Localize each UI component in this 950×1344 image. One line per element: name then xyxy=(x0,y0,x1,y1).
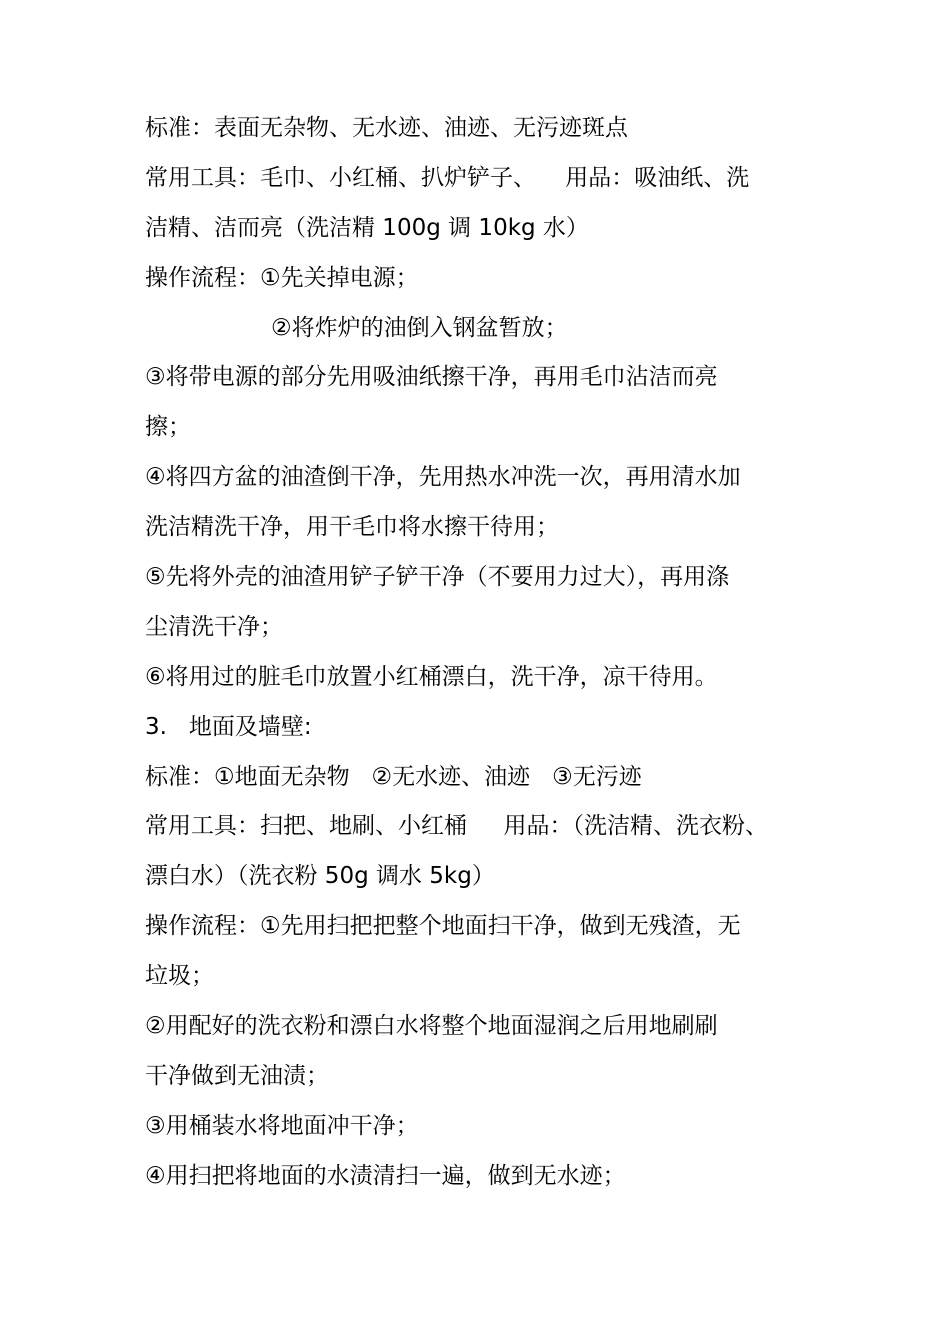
text-line: ④用扫把将地面的水渍清扫一遍，做到无水迹； xyxy=(145,1162,626,1189)
text-line: 标准：表面无杂物、无水迹、油迹、无污迹斑点 xyxy=(145,115,628,141)
text-line: 干净做到无油渍； xyxy=(145,1062,329,1089)
text-line: 操作流程：①先用扫把把整个地面扫干净，做到无残渣，无 xyxy=(145,913,741,940)
text-line: ⑤先将外壳的油渣用铲子铲干净（不要用力过大），再用涤 xyxy=(145,564,730,591)
text-line: ②用配好的洗衣粉和漂白水将整个地面湿润之后用地刷刷 xyxy=(145,1013,718,1040)
document-body xyxy=(145,104,845,1202)
section-heading: 3. 地面及墙壁: xyxy=(145,713,312,740)
text-line: 洁精、洁而亮（洗洁精 100g 调 10kg 水） xyxy=(145,214,589,241)
text-line: ④将四方盆的油渣倒干净，先用热水冲洗一次，再用清水加 xyxy=(145,464,741,491)
text-line: 操作流程：①先关掉电源； xyxy=(145,264,419,291)
text-line: ②将炸炉的油倒入钢盆暂放； xyxy=(271,314,568,341)
text-line: 漂白水）（洗衣粉 50g 调水 5kg） xyxy=(145,863,495,890)
text-line: 擦； xyxy=(145,414,191,441)
text-line: 垃圾； xyxy=(145,963,214,990)
text-line: 洗洁精洗干净，用干毛巾将水擦干待用； xyxy=(145,514,559,541)
text-line: ⑥将用过的脏毛巾放置小红桶漂白，洗干净，凉干待用。 xyxy=(145,663,718,690)
text-line: 常用工具：毛巾、小红桶、扒炉铲子、 用品：吸油纸、洗 xyxy=(145,164,750,191)
text-line: 标准：①地面无杂物 ②无水迹、油迹 ③无污迹 xyxy=(145,763,642,790)
text-line: ③将带电源的部分先用吸油纸擦干净，再用毛巾沾洁而亮 xyxy=(145,364,718,391)
text-line: ③用桶装水将地面冲干净； xyxy=(145,1112,419,1139)
text-line: 常用工具：扫把、地刷、小红桶 用品：（洗洁精、洗衣粉、 xyxy=(145,813,769,840)
text-line: 尘清洗干净； xyxy=(145,613,283,640)
